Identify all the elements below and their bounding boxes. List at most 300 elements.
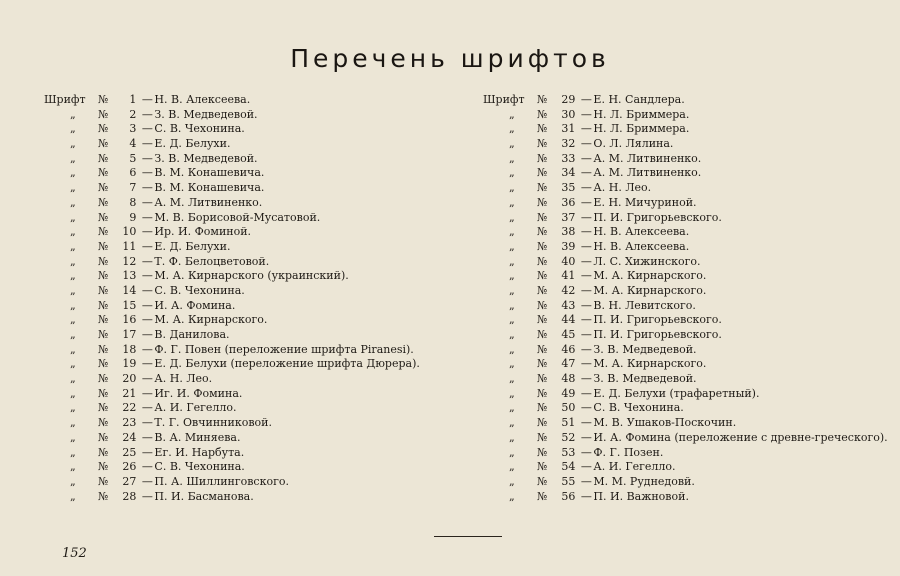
font-list-item bbox=[483, 313, 893, 328]
ditto-mark: „ bbox=[509, 474, 515, 488]
font-list-item bbox=[44, 122, 444, 137]
font-label: Шрифт bbox=[483, 93, 525, 106]
dash-separator: — bbox=[141, 489, 153, 503]
font-list-item bbox=[44, 431, 444, 446]
designer-name: Иг. И. Фомина. bbox=[154, 386, 243, 400]
dash-separator: — bbox=[580, 269, 592, 283]
numero-sign: № bbox=[537, 313, 548, 327]
numero-sign: № bbox=[537, 107, 548, 121]
numero-sign: № bbox=[537, 93, 548, 106]
font-number: 27 bbox=[122, 474, 137, 488]
font-list-item bbox=[44, 416, 444, 431]
numero-sign: № bbox=[98, 93, 109, 106]
ditto-mark: „ bbox=[70, 489, 76, 503]
font-list-item bbox=[44, 490, 444, 505]
dash-separator: — bbox=[580, 166, 592, 180]
font-list-item bbox=[483, 93, 893, 108]
ditto-mark: „ bbox=[509, 460, 515, 474]
font-list-item bbox=[483, 357, 893, 372]
numero-sign: № bbox=[98, 474, 109, 488]
font-number: 44 bbox=[561, 313, 576, 327]
numero-sign: № bbox=[98, 151, 109, 165]
designer-name: З. В. Медведевой. bbox=[154, 151, 258, 165]
font-list-item bbox=[44, 387, 444, 402]
designer-name: М. В. Ушаков-Поскочин. bbox=[593, 416, 737, 430]
numero-sign: № bbox=[537, 122, 548, 136]
font-number: 25 bbox=[122, 445, 137, 459]
designer-name: Т. Ф. Белоцветовой. bbox=[154, 254, 270, 268]
dash-separator: — bbox=[141, 298, 153, 312]
ditto-mark: „ bbox=[509, 151, 515, 165]
numero-sign: № bbox=[98, 357, 109, 371]
font-number: 45 bbox=[561, 328, 576, 341]
dash-separator: — bbox=[580, 328, 592, 341]
font-number: 13 bbox=[122, 269, 137, 283]
numero-sign: № bbox=[98, 195, 109, 209]
numero-sign: № bbox=[537, 269, 548, 283]
designer-name: А. И. Гегелло. bbox=[154, 401, 237, 415]
font-list-item bbox=[483, 475, 893, 490]
designer-name: Т. Г. Овчинниковой. bbox=[154, 416, 272, 430]
font-number: 54 bbox=[561, 460, 576, 474]
dash-separator: — bbox=[580, 357, 592, 371]
designer-name: Е. Д. Белухи (переложение шрифта Дюрера). bbox=[154, 357, 420, 371]
designer-name: Е. Д. Белухи (трафаретный). bbox=[593, 386, 760, 400]
dash-separator: — bbox=[580, 489, 592, 503]
numero-sign: № bbox=[98, 181, 109, 195]
ditto-mark: „ bbox=[70, 474, 76, 488]
font-list-item bbox=[483, 460, 893, 475]
font-number: 5 bbox=[129, 151, 137, 165]
designer-name: В. Н. Левитского. bbox=[593, 298, 696, 312]
font-number: 9 bbox=[129, 210, 137, 224]
font-list-item bbox=[44, 181, 444, 196]
ditto-mark: „ bbox=[509, 166, 515, 180]
font-list-item bbox=[483, 137, 893, 152]
font-number: 12 bbox=[122, 254, 137, 268]
font-list-left bbox=[44, 93, 444, 504]
font-number: 10 bbox=[122, 225, 137, 239]
font-number: 7 bbox=[129, 181, 137, 195]
font-list-item bbox=[483, 211, 893, 226]
dash-separator: — bbox=[580, 254, 592, 268]
ditto-mark: „ bbox=[509, 401, 515, 415]
font-number: 24 bbox=[122, 430, 137, 444]
designer-name: А. М. Литвиненко. bbox=[593, 166, 702, 180]
numero-sign: № bbox=[537, 210, 548, 224]
font-list-item bbox=[44, 166, 444, 181]
ditto-mark: „ bbox=[509, 357, 515, 371]
font-list-item bbox=[44, 108, 444, 123]
ditto-mark: „ bbox=[509, 195, 515, 209]
font-list-item bbox=[44, 299, 444, 314]
font-number: 23 bbox=[122, 416, 137, 430]
ditto-mark: „ bbox=[509, 210, 515, 224]
numero-sign: № bbox=[98, 489, 109, 503]
font-list-item bbox=[44, 343, 444, 358]
designer-name: Е. Н. Мичуриной. bbox=[593, 195, 697, 209]
font-label: Шрифт bbox=[44, 93, 86, 106]
ditto-mark: „ bbox=[70, 416, 76, 430]
ditto-mark: „ bbox=[509, 239, 515, 253]
ditto-mark: „ bbox=[509, 254, 515, 268]
numero-sign: № bbox=[537, 181, 548, 195]
numero-sign: № bbox=[537, 357, 548, 371]
font-list-item bbox=[483, 108, 893, 123]
designer-name: М. М. Руднедовй. bbox=[593, 474, 695, 488]
designer-name: З. В. Медведевой. bbox=[154, 107, 258, 121]
dash-separator: — bbox=[141, 181, 153, 195]
ditto-mark: „ bbox=[70, 137, 76, 151]
ditto-mark: „ bbox=[70, 210, 76, 224]
font-list-item bbox=[44, 93, 444, 108]
font-number: 32 bbox=[561, 137, 576, 151]
font-list-item bbox=[483, 225, 893, 240]
dash-separator: — bbox=[141, 416, 153, 430]
designer-name: З. В. Медведевой. bbox=[593, 342, 697, 356]
designer-name: И. А. Фомина (переложение с древне-греческого). bbox=[593, 430, 888, 444]
ditto-mark: „ bbox=[70, 122, 76, 136]
font-number: 53 bbox=[561, 445, 576, 459]
font-number: 38 bbox=[561, 225, 576, 239]
designer-name: З. В. Медведевой. bbox=[593, 372, 697, 386]
ditto-mark: „ bbox=[509, 445, 515, 459]
font-number: 50 bbox=[561, 401, 576, 415]
font-number: 36 bbox=[561, 195, 576, 209]
font-number: 40 bbox=[561, 254, 576, 268]
font-list-item bbox=[483, 490, 893, 505]
numero-sign: № bbox=[537, 386, 548, 400]
font-number: 16 bbox=[122, 313, 137, 327]
dash-separator: — bbox=[141, 401, 153, 415]
numero-sign: № bbox=[537, 195, 548, 209]
font-number: 51 bbox=[561, 416, 576, 430]
designer-name: Н. Л. Бриммера. bbox=[593, 107, 690, 121]
ditto-mark: „ bbox=[70, 430, 76, 444]
designer-name: Е. Д. Белухи. bbox=[154, 239, 231, 253]
font-list-item bbox=[483, 431, 893, 446]
dash-separator: — bbox=[141, 269, 153, 283]
font-list-item bbox=[44, 401, 444, 416]
font-number: 26 bbox=[122, 460, 137, 474]
ditto-mark: „ bbox=[509, 489, 515, 503]
designer-name: М. А. Кирнарского. bbox=[593, 357, 707, 371]
numero-sign: № bbox=[537, 430, 548, 444]
designer-name: В. М. Конашевича. bbox=[154, 181, 265, 195]
font-list-item bbox=[483, 284, 893, 299]
font-number: 18 bbox=[122, 342, 137, 356]
font-list-item bbox=[44, 328, 444, 343]
font-list-item bbox=[483, 401, 893, 416]
dash-separator: — bbox=[580, 445, 592, 459]
font-list-item bbox=[483, 196, 893, 211]
dash-separator: — bbox=[141, 430, 153, 444]
designer-name: Ф. Г. Повен (переложение шрифта Piranesi). bbox=[154, 342, 414, 356]
numero-sign: № bbox=[537, 254, 548, 268]
ditto-mark: „ bbox=[509, 181, 515, 195]
designer-name: Е. Н. Сандлера. bbox=[593, 93, 685, 106]
font-number: 14 bbox=[122, 283, 137, 297]
font-list-item bbox=[483, 122, 893, 137]
font-number: 29 bbox=[561, 93, 576, 106]
font-list-item bbox=[44, 269, 444, 284]
numero-sign: № bbox=[98, 386, 109, 400]
font-number: 39 bbox=[561, 239, 576, 253]
dash-separator: — bbox=[141, 93, 153, 106]
dash-separator: — bbox=[580, 107, 592, 121]
numero-sign: № bbox=[98, 298, 109, 312]
ditto-mark: „ bbox=[509, 372, 515, 386]
designer-name: Н. Л. Бриммера. bbox=[593, 122, 690, 136]
designer-name: В. Данилова. bbox=[154, 328, 230, 341]
ditto-mark: „ bbox=[509, 430, 515, 444]
dash-separator: — bbox=[580, 137, 592, 151]
font-list-item bbox=[483, 181, 893, 196]
dash-separator: — bbox=[580, 239, 592, 253]
font-list-item bbox=[483, 255, 893, 270]
dash-separator: — bbox=[141, 328, 153, 341]
designer-name: С. В. Чехонина. bbox=[593, 401, 684, 415]
designer-name: Ф. Г. Позен. bbox=[593, 445, 664, 459]
font-list-item bbox=[483, 152, 893, 167]
numero-sign: № bbox=[98, 210, 109, 224]
dash-separator: — bbox=[141, 386, 153, 400]
ditto-mark: „ bbox=[509, 342, 515, 356]
font-list-item bbox=[44, 475, 444, 490]
font-number: 28 bbox=[122, 489, 137, 503]
numero-sign: № bbox=[537, 283, 548, 297]
numero-sign: № bbox=[98, 269, 109, 283]
ditto-mark: „ bbox=[509, 137, 515, 151]
dash-separator: — bbox=[141, 122, 153, 136]
ditto-mark: „ bbox=[509, 107, 515, 121]
font-number: 30 bbox=[561, 107, 576, 121]
ditto-mark: „ bbox=[70, 357, 76, 371]
designer-name: М. А. Кирнарского (украинский). bbox=[154, 269, 349, 283]
numero-sign: № bbox=[98, 137, 109, 151]
dash-separator: — bbox=[580, 372, 592, 386]
ditto-mark: „ bbox=[70, 269, 76, 283]
designer-name: С. В. Чехонина. bbox=[154, 460, 245, 474]
dash-separator: — bbox=[580, 386, 592, 400]
numero-sign: № bbox=[98, 313, 109, 327]
dash-separator: — bbox=[141, 357, 153, 371]
dash-separator: — bbox=[580, 181, 592, 195]
font-number: 55 bbox=[561, 474, 576, 488]
ditto-mark: „ bbox=[70, 239, 76, 253]
designer-name: Л. С. Хижинского. bbox=[593, 254, 701, 268]
dash-separator: — bbox=[580, 460, 592, 474]
dash-separator: — bbox=[580, 151, 592, 165]
font-number: 41 bbox=[561, 269, 576, 283]
font-list-item bbox=[44, 446, 444, 461]
font-number: 35 bbox=[561, 181, 576, 195]
font-number: 31 bbox=[561, 122, 576, 136]
dash-separator: — bbox=[141, 254, 153, 268]
ditto-mark: „ bbox=[70, 151, 76, 165]
designer-name: М. А. Кирнарского. bbox=[154, 313, 268, 327]
font-number: 2 bbox=[129, 107, 137, 121]
ditto-mark: „ bbox=[70, 328, 76, 341]
font-number: 11 bbox=[122, 239, 137, 253]
dash-separator: — bbox=[141, 342, 153, 356]
font-list-item bbox=[483, 166, 893, 181]
font-number: 15 bbox=[122, 298, 137, 312]
font-list-item bbox=[483, 299, 893, 314]
numero-sign: № bbox=[537, 225, 548, 239]
dash-separator: — bbox=[141, 239, 153, 253]
numero-sign: № bbox=[98, 328, 109, 341]
font-number: 1 bbox=[129, 93, 137, 106]
font-number: 37 bbox=[561, 210, 576, 224]
dash-separator: — bbox=[141, 137, 153, 151]
dash-separator: — bbox=[141, 474, 153, 488]
numero-sign: № bbox=[98, 401, 109, 415]
ditto-mark: „ bbox=[509, 386, 515, 400]
font-list-item bbox=[44, 313, 444, 328]
dash-separator: — bbox=[580, 313, 592, 327]
ditto-mark: „ bbox=[509, 416, 515, 430]
ditto-mark: „ bbox=[509, 313, 515, 327]
font-list-item bbox=[44, 225, 444, 240]
ditto-mark: „ bbox=[509, 328, 515, 341]
ditto-mark: „ bbox=[70, 181, 76, 195]
dash-separator: — bbox=[580, 195, 592, 209]
numero-sign: № bbox=[98, 122, 109, 136]
ditto-mark: „ bbox=[70, 283, 76, 297]
numero-sign: № bbox=[537, 445, 548, 459]
font-list-item bbox=[483, 446, 893, 461]
dash-separator: — bbox=[580, 225, 592, 239]
numero-sign: № bbox=[98, 416, 109, 430]
font-number: 6 bbox=[129, 166, 137, 180]
numero-sign: № bbox=[537, 372, 548, 386]
numero-sign: № bbox=[98, 225, 109, 239]
font-number: 4 bbox=[129, 137, 137, 151]
numero-sign: № bbox=[98, 107, 109, 121]
numero-sign: № bbox=[98, 445, 109, 459]
ditto-mark: „ bbox=[70, 195, 76, 209]
numero-sign: № bbox=[98, 283, 109, 297]
numero-sign: № bbox=[98, 342, 109, 356]
numero-sign: № bbox=[98, 430, 109, 444]
designer-name: И. А. Фомина. bbox=[154, 298, 236, 312]
ditto-mark: „ bbox=[70, 166, 76, 180]
designer-name: А. М. Литвиненко. bbox=[593, 151, 702, 165]
page-number: 152 bbox=[62, 546, 87, 561]
dash-separator: — bbox=[580, 298, 592, 312]
ditto-mark: „ bbox=[70, 298, 76, 312]
numero-sign: № bbox=[98, 239, 109, 253]
ditto-mark: „ bbox=[70, 401, 76, 415]
ditto-mark: „ bbox=[70, 342, 76, 356]
ditto-mark: „ bbox=[70, 445, 76, 459]
numero-sign: № bbox=[98, 372, 109, 386]
dash-separator: — bbox=[141, 225, 153, 239]
font-list-item bbox=[44, 211, 444, 226]
dash-separator: — bbox=[141, 460, 153, 474]
numero-sign: № bbox=[537, 401, 548, 415]
ditto-mark: „ bbox=[70, 225, 76, 239]
font-number: 49 bbox=[561, 386, 576, 400]
font-list-item bbox=[483, 328, 893, 343]
designer-name: А. Н. Лео. bbox=[593, 181, 652, 195]
font-number: 19 bbox=[122, 357, 137, 371]
designer-name: А. М. Литвиненко. bbox=[154, 195, 263, 209]
designer-name: П. И. Важновой. bbox=[593, 489, 689, 503]
font-number: 21 bbox=[122, 386, 137, 400]
numero-sign: № bbox=[98, 254, 109, 268]
designer-name: М. А. Кирнарского. bbox=[593, 283, 707, 297]
font-list-item bbox=[44, 460, 444, 475]
numero-sign: № bbox=[537, 137, 548, 151]
ditto-mark: „ bbox=[70, 372, 76, 386]
font-number: 20 bbox=[122, 372, 137, 386]
font-number: 46 bbox=[561, 342, 576, 356]
dash-separator: — bbox=[141, 195, 153, 209]
designer-name: П. И. Басманова. bbox=[154, 489, 254, 503]
numero-sign: № bbox=[537, 151, 548, 165]
font-number: 34 bbox=[561, 166, 576, 180]
designer-name: Н. В. Алексеева. bbox=[593, 225, 690, 239]
dash-separator: — bbox=[141, 166, 153, 180]
dash-separator: — bbox=[580, 210, 592, 224]
font-list-item bbox=[44, 240, 444, 255]
designer-name: П. И. Григорьевского. bbox=[593, 210, 722, 224]
font-list-item bbox=[44, 372, 444, 387]
designer-name: А. И. Гегелло. bbox=[593, 460, 676, 474]
designer-name: П. А. Шиллинговского. bbox=[154, 474, 289, 488]
designer-name: Н. В. Алексеева. bbox=[154, 93, 251, 106]
designer-name: П. И. Григорьевского. bbox=[593, 313, 722, 327]
font-list-item bbox=[483, 240, 893, 255]
ditto-mark: „ bbox=[70, 254, 76, 268]
dash-separator: — bbox=[580, 474, 592, 488]
dash-separator: — bbox=[580, 122, 592, 136]
font-number: 48 bbox=[561, 372, 576, 386]
font-number: 56 bbox=[561, 489, 576, 503]
dash-separator: — bbox=[580, 430, 592, 444]
numero-sign: № bbox=[537, 489, 548, 503]
ditto-mark: „ bbox=[509, 122, 515, 136]
ditto-mark: „ bbox=[70, 313, 76, 327]
numero-sign: № bbox=[537, 298, 548, 312]
font-number: 52 bbox=[561, 430, 576, 444]
font-list-item bbox=[44, 284, 444, 299]
font-list-item bbox=[483, 372, 893, 387]
numero-sign: № bbox=[537, 166, 548, 180]
designer-name: О. Л. Лялина. bbox=[593, 137, 674, 151]
dash-separator: — bbox=[141, 445, 153, 459]
font-list-item bbox=[483, 416, 893, 431]
ditto-mark: „ bbox=[509, 225, 515, 239]
font-number: 22 bbox=[122, 401, 137, 415]
ditto-mark: „ bbox=[70, 107, 76, 121]
numero-sign: № bbox=[537, 239, 548, 253]
numero-sign: № bbox=[537, 460, 548, 474]
ditto-mark: „ bbox=[509, 269, 515, 283]
font-number: 43 bbox=[561, 298, 576, 312]
designer-name: Ир. И. Фоминой. bbox=[154, 225, 252, 239]
designer-name: Ег. И. Нарбута. bbox=[154, 445, 245, 459]
font-number: 42 bbox=[561, 283, 576, 297]
page-title: Перечень шрифтов bbox=[290, 44, 610, 73]
font-number: 33 bbox=[561, 151, 576, 165]
designer-name: М. А. Кирнарского. bbox=[593, 269, 707, 283]
dash-separator: — bbox=[580, 416, 592, 430]
font-number: 17 bbox=[122, 328, 137, 341]
font-list-item bbox=[483, 269, 893, 284]
